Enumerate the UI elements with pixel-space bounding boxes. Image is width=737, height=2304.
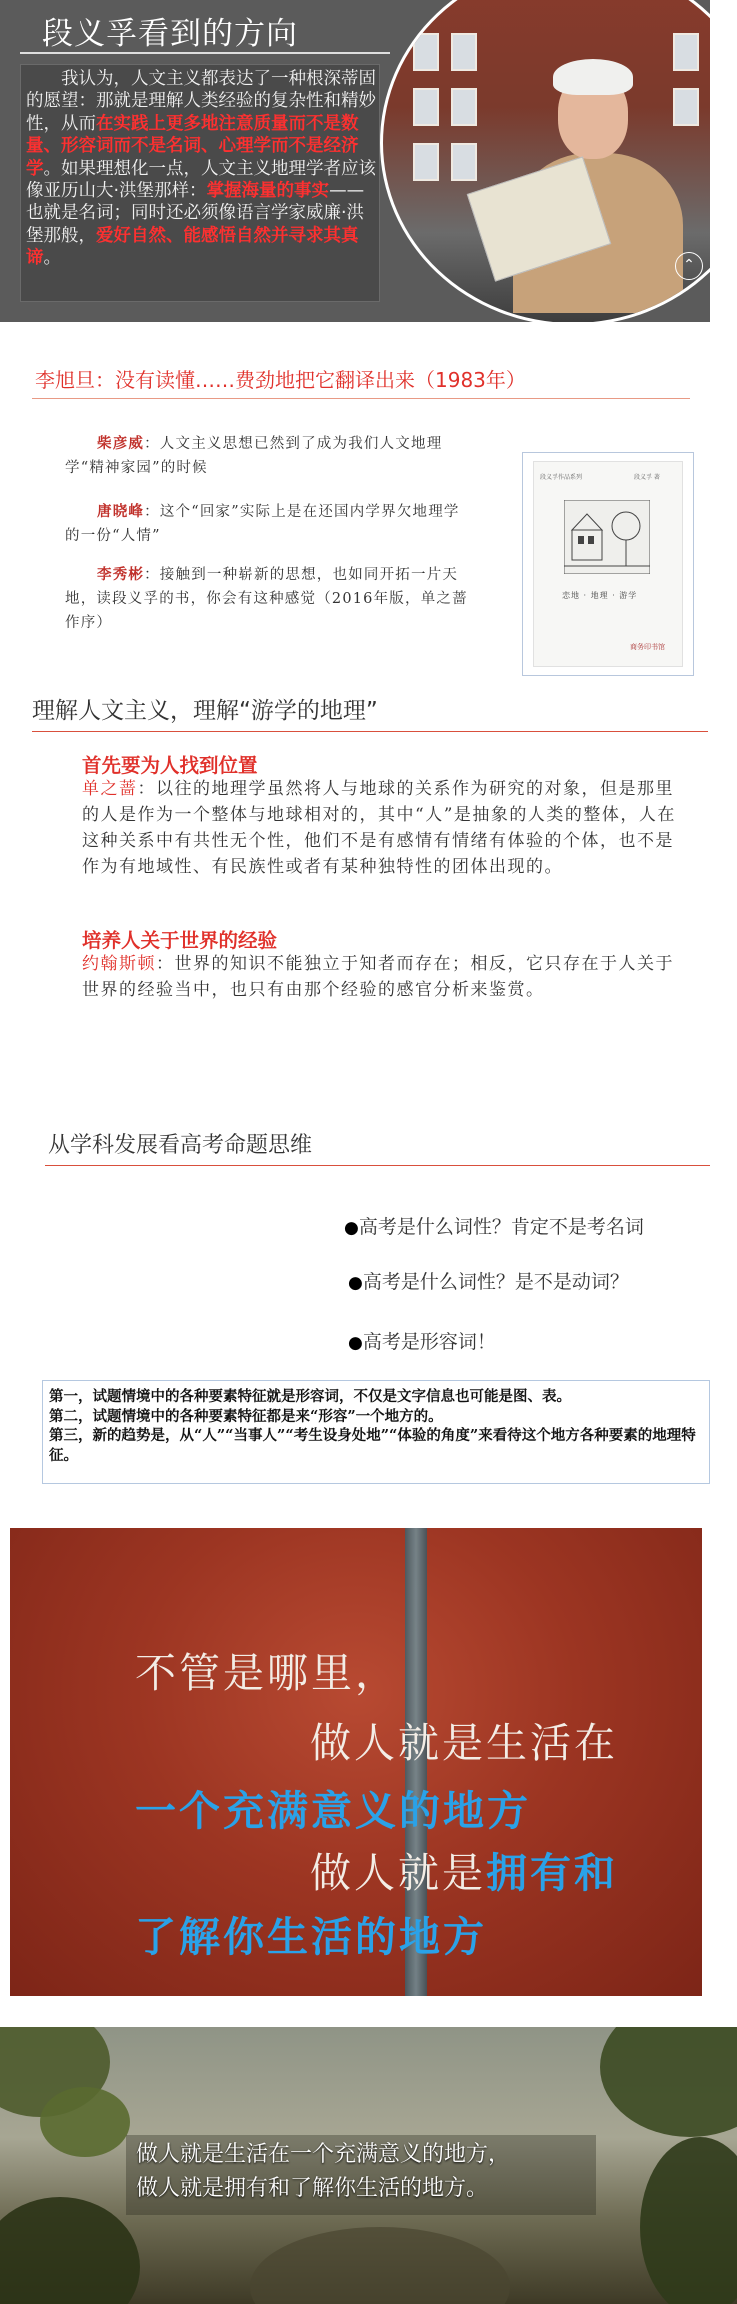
bullet-3 bbox=[348, 1327, 496, 1354]
foliage bbox=[40, 2087, 130, 2157]
comment-text: ：接触到一种崭新的思想，也如同开拓一片天地，读段义孚的书，你会有这种感觉（2016年版，单之蔷作序） bbox=[65, 567, 468, 631]
exam-notes-box bbox=[42, 1380, 710, 1484]
block1-subheading: 首先要为人找到位置 bbox=[82, 754, 258, 777]
block1-text bbox=[82, 776, 682, 880]
building-window bbox=[451, 88, 477, 126]
author-name: 单之蔷 bbox=[82, 779, 138, 799]
section4-heading: 从学科发展看高考命题思维 bbox=[48, 1133, 313, 1158]
tuan-quote bbox=[26, 68, 376, 270]
quote-highlight: 爱好自然、能感悟自然并寻求其真谛 bbox=[26, 225, 359, 269]
quote-text: ——也就是名词；同时还必须像语言学家威廉·洪堡那般， bbox=[26, 181, 365, 246]
poster-line-1: 不管是哪里， bbox=[135, 1649, 399, 1697]
building-window bbox=[451, 143, 477, 181]
commenter-name: 李秀彬 bbox=[97, 566, 145, 583]
commenter-name: 唐晓峰 bbox=[97, 503, 145, 520]
portrait-photo bbox=[380, 0, 710, 322]
bullet-text: 高考是什么词性？肯定不是考名词 bbox=[358, 1216, 644, 1238]
bullet-2 bbox=[348, 1267, 629, 1294]
bullet-text: 高考是什么词性？是不是动词？ bbox=[362, 1271, 629, 1293]
section3-rule bbox=[32, 731, 708, 732]
author-name: 约翰斯顿 bbox=[82, 954, 156, 974]
section3-heading: 理解人文主义，理解“游学的地理” bbox=[32, 698, 378, 724]
building-window bbox=[413, 33, 439, 71]
comment-tang bbox=[65, 500, 475, 548]
book-page bbox=[533, 461, 683, 667]
section2-heading: 李旭旦：没有读懂……费劲地把它翻译出来（1983年） bbox=[35, 368, 526, 392]
caption-line-1: 做人就是生活在一个充满意义的地方， bbox=[136, 2142, 511, 2167]
comment-text: ：这个“回家”实际上是在还国内学界欠地理学的一份“人情” bbox=[65, 504, 460, 544]
captioned-photo bbox=[0, 2027, 737, 2304]
book-series: 段义孚作品系列 bbox=[540, 474, 583, 481]
commenter-name: 柴彦威 bbox=[97, 435, 145, 452]
building-window bbox=[673, 33, 699, 71]
poster-line-4-white: 做人就是 bbox=[310, 1849, 486, 1897]
quote-highlight: 在实践上更多地注意质量而不是数量、形容词而不是名词、心理学而不是经济学 bbox=[26, 113, 359, 179]
note-1: 第一，试题情境中的各种要素特征就是形容词，不仅是文字信息也可能是图、表。 bbox=[49, 1388, 571, 1405]
section2-rule bbox=[32, 398, 690, 399]
book-title: 恋地 · 地理 · 游学 bbox=[562, 591, 638, 600]
book-author: 段义孚 著 bbox=[634, 474, 660, 481]
book-cover bbox=[522, 452, 694, 676]
poster-line-2: 做人就是生活在 bbox=[310, 1719, 618, 1767]
title-underline bbox=[20, 52, 390, 54]
chevron-up-icon[interactable]: ⌃ bbox=[675, 252, 703, 280]
block2-subheading: 培养人关于世界的经验 bbox=[82, 929, 278, 952]
poster-line-3: 一个充满意义的地方 bbox=[135, 1787, 531, 1835]
building-window bbox=[413, 143, 439, 181]
quote-text: 我认为，人文主义都表达了一种根深蒂固的愿望：那就是理解人类经验的复杂性和精妙性，从而 bbox=[26, 69, 376, 134]
book-publisher: 商务印书馆 bbox=[630, 643, 665, 651]
note-2: 第二，试题情境中的各种要素特征都是来“形容”一个地方的。 bbox=[49, 1407, 443, 1425]
building-window bbox=[673, 88, 699, 126]
page-title: 段义孚看到的方向 bbox=[42, 16, 298, 52]
paragraph: ：以往的地理学虽然将人与地球的关系作为研究的对象，但是那里的人是作为一个整体与地球相对的，其中“人”是抽象的人类的整体，人在这种关系中有共性无个性，他们不是有感情有情绪有体验的个体，也不是作为有地域性、有民族性或者有某种独特性的团体出现的。 bbox=[82, 779, 676, 877]
poster-line-4-blue: 拥有和 bbox=[486, 1849, 618, 1897]
paragraph: ：世界的知识不能独立于知者而存在；相反，它只存在于人关于世界的经验当中，也只有由那个经验的感官分析来鉴赏。 bbox=[82, 954, 674, 1000]
bullet-dot-icon: ● bbox=[348, 1273, 363, 1293]
building-window bbox=[451, 33, 477, 71]
section4-rule bbox=[45, 1165, 710, 1166]
comment-li bbox=[65, 563, 475, 635]
person-hair bbox=[553, 59, 633, 95]
bullet-1 bbox=[344, 1212, 644, 1239]
comment-text: ：人文主义思想已然到了成为我们人文地理学“精神家园”的时候 bbox=[65, 436, 443, 476]
caption-line-2: 做人就是拥有和了解你生活的地方。 bbox=[136, 2176, 489, 2201]
bullet-dot-icon: ● bbox=[348, 1333, 363, 1353]
quote-text: 。如果理想化一点，人文主义地理学者应该像亚历山大·洪堡那样： bbox=[26, 158, 376, 202]
quote-highlight: 掌握海量的事实 bbox=[206, 181, 330, 202]
block2-text bbox=[82, 951, 682, 1003]
poster-line-5: 了解你生活的地方 bbox=[135, 1913, 487, 1961]
poster-line-4 bbox=[310, 1840, 618, 1899]
bullet-dot-icon: ● bbox=[344, 1218, 359, 1238]
foliage bbox=[250, 2227, 510, 2304]
header-banner bbox=[0, 0, 710, 322]
building-window bbox=[413, 88, 439, 126]
foliage bbox=[640, 2137, 737, 2304]
quote-poster bbox=[10, 1528, 702, 1996]
foliage bbox=[600, 2027, 737, 2137]
book-illustration bbox=[564, 500, 650, 574]
foliage bbox=[0, 2197, 140, 2304]
note-3: 第三，新的趋势是，从“人”“当事人”“考生设身处地”“体验的角度”来看待这个地方各种要素的地理特征。 bbox=[49, 1427, 696, 1464]
bullet-text: 高考是形容词！ bbox=[362, 1331, 496, 1353]
comment-chai bbox=[65, 432, 465, 480]
quote-text: 。 bbox=[43, 248, 61, 269]
